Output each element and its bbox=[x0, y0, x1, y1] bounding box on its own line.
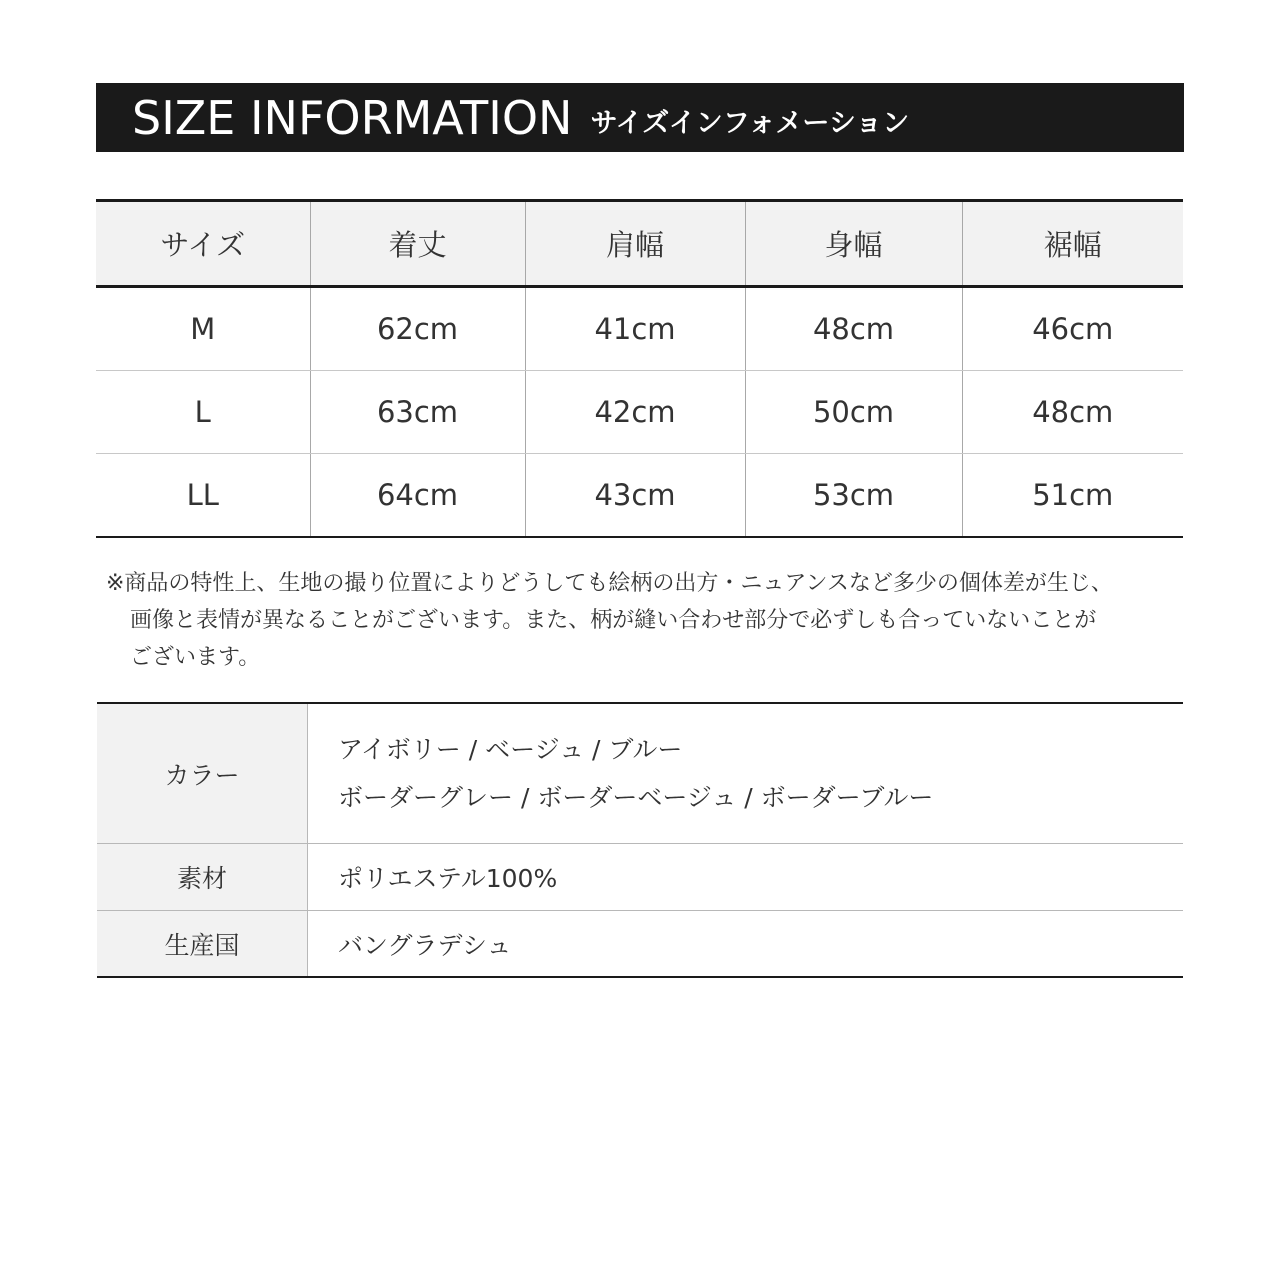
origin-value: バングラデシュ bbox=[308, 911, 1184, 978]
product-note bbox=[106, 565, 1196, 676]
size-cell: LL bbox=[96, 454, 310, 538]
shoulder-cell: 42cm bbox=[525, 371, 745, 454]
chest-cell: 50cm bbox=[745, 371, 962, 454]
length-cell: 62cm bbox=[310, 287, 525, 371]
spec-table bbox=[97, 702, 1183, 978]
note-line-2: 画像と表情が異なることがございます。また、柄が縫い合わせ部分で必ずしも合っていないことが bbox=[130, 608, 1097, 633]
table-row bbox=[96, 371, 1183, 454]
material-label: 素材 bbox=[97, 844, 308, 911]
shoulder-cell: 41cm bbox=[525, 287, 745, 371]
table-row bbox=[96, 287, 1183, 371]
color-value bbox=[308, 703, 1184, 844]
spec-row-material bbox=[97, 844, 1183, 911]
size-cell: M bbox=[96, 287, 310, 371]
spec-row-origin bbox=[97, 911, 1183, 978]
color-line-1: アイボリー / ベージュ / ブルー bbox=[338, 734, 683, 764]
origin-label: 生産国 bbox=[97, 911, 308, 978]
spec-row-color bbox=[97, 703, 1183, 844]
size-cell: L bbox=[96, 371, 310, 454]
length-cell: 63cm bbox=[310, 371, 525, 454]
hem-cell: 48cm bbox=[962, 371, 1183, 454]
shoulder-cell: 43cm bbox=[525, 454, 745, 538]
header-subtitle: サイズインフォメーション bbox=[590, 108, 910, 139]
header-chest: 身幅 bbox=[745, 201, 962, 287]
color-label: カラー bbox=[97, 703, 308, 844]
header-title: SIZE INFORMATION bbox=[132, 90, 573, 145]
length-cell: 64cm bbox=[310, 454, 525, 538]
note-line-3: ございます。 bbox=[130, 645, 261, 670]
table-row bbox=[96, 454, 1183, 538]
header-hem: 裾幅 bbox=[962, 201, 1183, 287]
chest-cell: 48cm bbox=[745, 287, 962, 371]
header-shoulder: 肩幅 bbox=[525, 201, 745, 287]
header-size: サイズ bbox=[96, 201, 310, 287]
header-length: 着丈 bbox=[310, 201, 525, 287]
size-table-header-row bbox=[96, 201, 1183, 287]
chest-cell: 53cm bbox=[745, 454, 962, 538]
hem-cell: 46cm bbox=[962, 287, 1183, 371]
note-line-1: ※商品の特性上、生地の撮り位置によりどうしても絵柄の出方・ニュアンスなど多少の個体差が生じ、 bbox=[106, 571, 1113, 596]
color-line-2: ボーダーグレー / ボーダーベージュ / ボーダーブルー bbox=[338, 782, 934, 812]
size-table bbox=[96, 199, 1183, 538]
size-information-header bbox=[96, 83, 1184, 152]
material-value: ポリエステル100% bbox=[308, 844, 1184, 911]
hem-cell: 51cm bbox=[962, 454, 1183, 538]
